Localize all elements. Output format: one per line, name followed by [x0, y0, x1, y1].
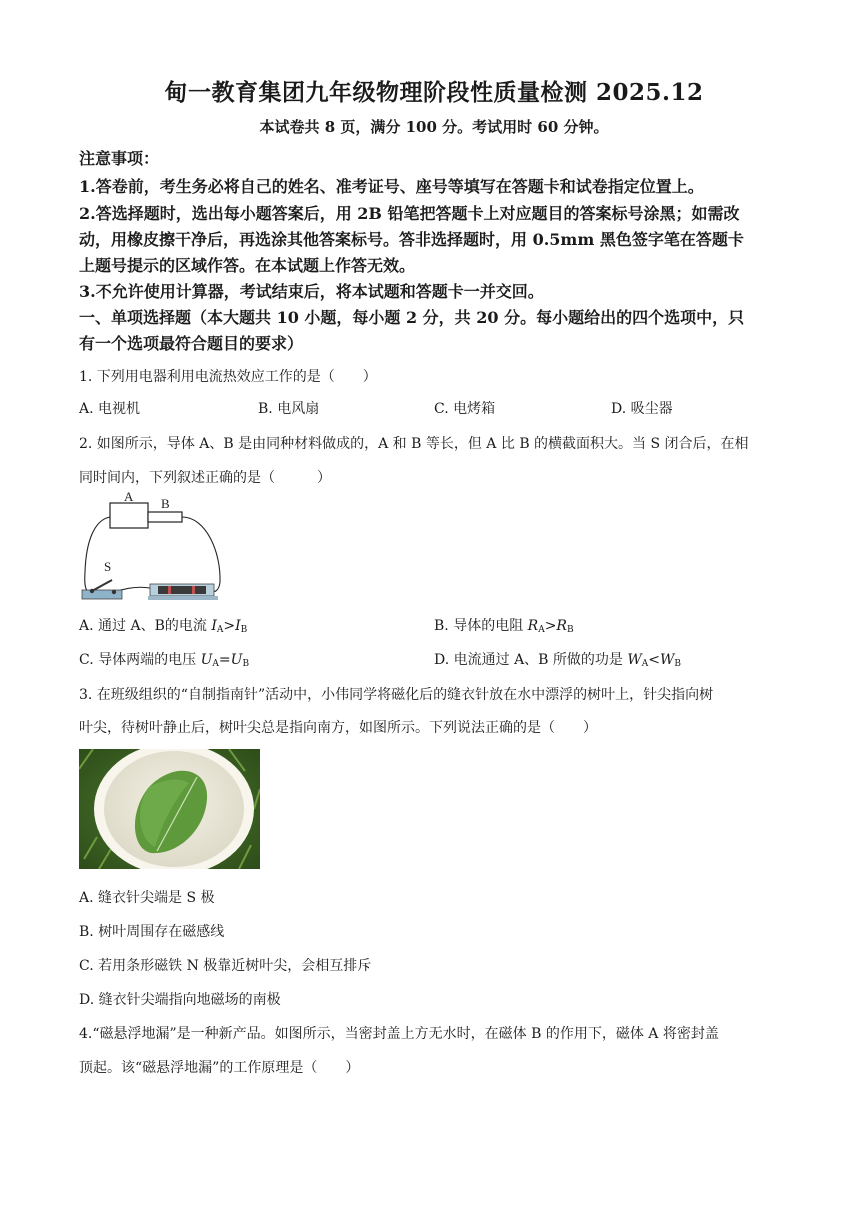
q3-option-b: B. 树叶周围存在磁感线 [79, 924, 225, 940]
note-line: 2.答选择题时，选出每小题答案后，用 2B 铅笔把答题卡上对应题目的答案标号涂黑；如需改 [79, 204, 740, 223]
q2-option-a: A. 通过 A、B的电流 $I_A>I_B$ [79, 618, 248, 635]
question-3: 3. 在班级组织的“自制指南针”活动中，小伟同学将磁化后的缝衣针放在水中漂浮的树叶上，针尖指向树 [79, 687, 714, 703]
section-heading-cont: 有一个选项最符合题目的要求） [79, 334, 304, 353]
q3-option-d: D. 缝衣针尖端指向地磁场的南极 [79, 992, 281, 1008]
q2-option-b: B. 导体的电阻 $R_A>R_B$ [434, 618, 574, 635]
note-line: 1.答卷前，考生务必将自己的姓名、准考证号、座号等填写在答题卡和试卷指定位置上。 [79, 177, 704, 196]
q2-option-c: C. 导体两端的电压 $U_A=U_B$ [79, 652, 250, 669]
question-2: 2. 如图所示，导体 A、B 是由同种材料做成的，A 和 B 等长，但 A 比 B 的横截面积大。当 S 闭合后，在相 [79, 436, 749, 452]
note-line: 上题号提示的区域作答。在本试题上作答无效。 [79, 256, 416, 275]
q1-option-d: D. 吸尘器 [611, 401, 673, 417]
page-title: 甸一教育集团九年级物理阶段性质量检测 2025.12 [164, 79, 704, 106]
note-line: 动，用橡皮擦干净后，再选涂其他答案标号。答非选择题时，用 0.5mm 黑色签字笔在答题卡 [79, 230, 744, 249]
circuit-diagram [76, 492, 236, 604]
q1-option-a: A. 电视机 [79, 401, 141, 417]
notes-heading: 注意事项： [79, 149, 160, 168]
question-2-cont: 同时间内，下列叙述正确的是（ ） [79, 470, 331, 486]
q3-option-c: C. 若用条形磁铁 N 极靠近树叶尖，会相互排斥 [79, 958, 372, 974]
label-a: A [124, 492, 134, 504]
label-s: S [104, 559, 112, 574]
q1-option-c: C. 电烤箱 [434, 401, 496, 417]
leaf-compass-photo [79, 749, 260, 869]
q3-option-a: A. 缝衣针尖端是 S 极 [79, 890, 215, 906]
q1-option-b: B. 电风扇 [258, 401, 320, 417]
question-4: 4.“磁悬浮地漏”是一种新产品。如图所示，当密封盖上方无水时，在磁体 B 的作用下，磁体 A 将密封盖 [79, 1026, 719, 1042]
question-3-cont: 叶尖，待树叶静止后，树叶尖总是指向南方，如图所示。下列说法正确的是（ ） [79, 720, 597, 736]
label-b: B [161, 496, 170, 511]
q2-option-d: D. 电流通过 A、B 所做的功是 $W_A<W_B$ [434, 652, 682, 669]
question-1: 1. 下列用电器利用电流热效应工作的是（ ） [79, 369, 377, 385]
exam-info: 本试卷共 8 页，满分 100 分。考试用时 60 分钟。 [259, 118, 609, 136]
section-heading: 一、单项选择题（本大题共 10 小题，每小题 2 分，共 20 分。每小题给出的四个选项中，只 [79, 308, 745, 327]
question-4-cont: 顶起。该“磁悬浮地漏”的工作原理是（ ） [79, 1060, 360, 1076]
note-line: 3.不允许使用计算器，考试结束后，将本试题和答题卡一并交回。 [79, 282, 544, 301]
